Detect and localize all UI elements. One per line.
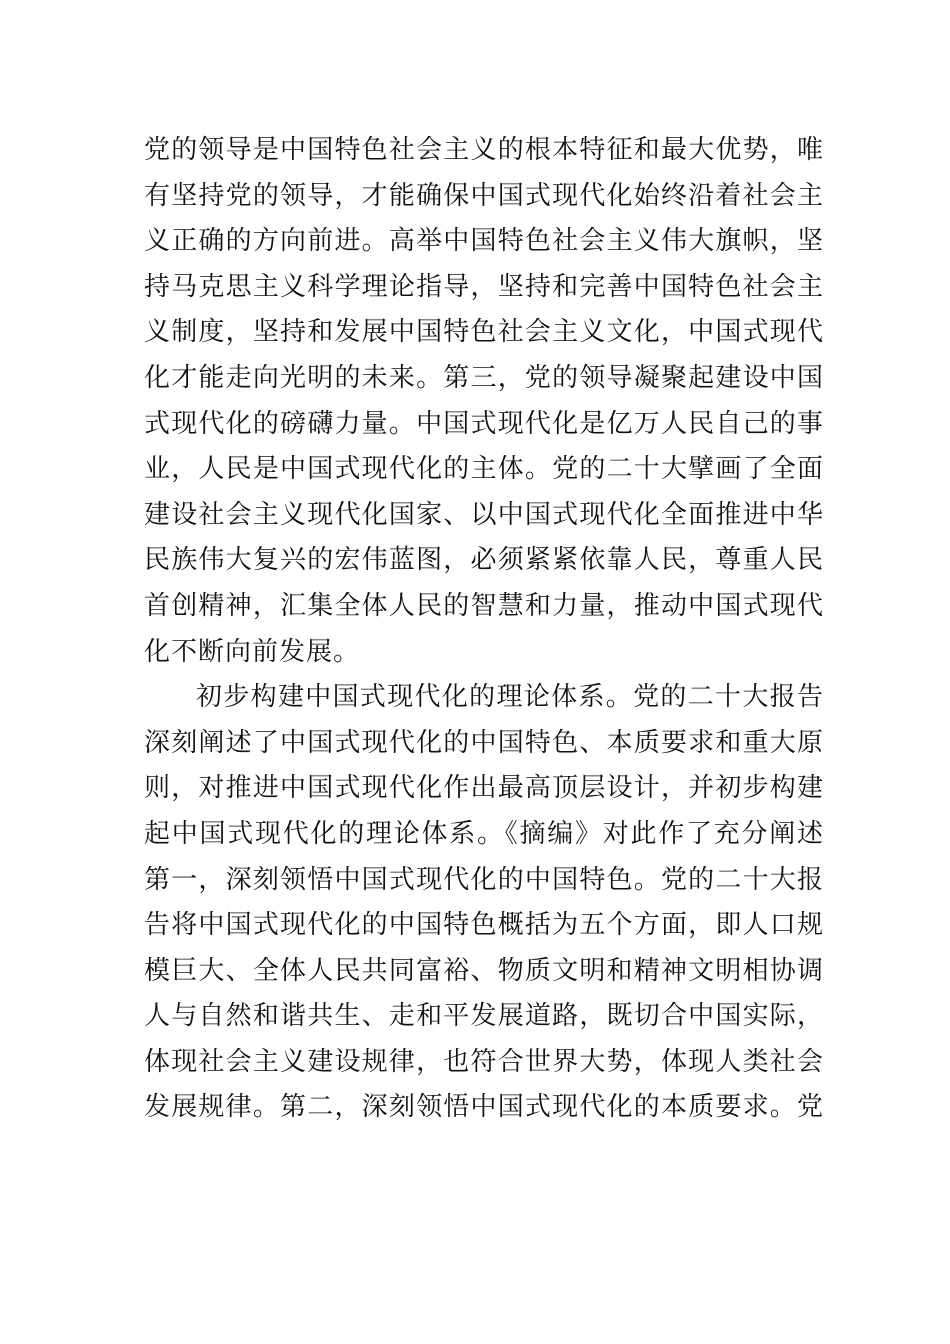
text-line: 义正确的方向前进。高举中国特色社会主义伟大旗帜，坚 [144,226,824,257]
text-line: 建设社会主义现代化国家、以中国式现代化全面推进中华 [144,499,824,530]
paragraph-end-line: 化不断向前发展。 [144,636,361,667]
text-line: 有坚持党的领导，才能确保中国式现代化始终沿着社会主 [144,180,824,211]
body-text [144,128,824,1131]
text-line: 发展规律。第二，深刻领悟中国式现代化的本质要求。党 [144,1092,824,1123]
text-line: 持马克思主义科学理论指导，坚持和完善中国特色社会主 [144,271,824,302]
paragraph-start-line: 初步构建中国式现代化的理论体系。党的二十大报告 [196,682,824,713]
text-line: 化才能走向光明的未来。第三，党的领导凝聚起建设中国 [144,362,824,393]
text-line: 告将中国式现代化的中国特色概括为五个方面，即人口规 [144,910,824,941]
text-line: 起中国式现代化的理论体系。《摘编》对此作了充分阐述 [144,818,824,849]
text-line: 第一，深刻领悟中国式现代化的中国特色。党的二十大报 [144,864,824,895]
text-line: 民族伟大复兴的宏伟蓝图，必须紧紧依靠人民，尊重人民 [144,545,824,576]
text-line: 模巨大、全体人民共同富裕、物质文明和精神文明相协调 [144,955,824,986]
text-line: 则，对推进中国式现代化作出最高顶层设计，并初步构建 [144,773,824,804]
text-line: 首创精神，汇集全体人民的智慧和力量，推动中国式现代 [144,590,824,621]
text-line: 式现代化的磅礴力量。中国式现代化是亿万人民自己的事 [144,408,824,439]
text-line: 体现社会主义建设规律，也符合世界大势，体现人类社会 [144,1046,824,1077]
text-line: 义制度，坚持和发展中国特色社会主义文化，中国式现代 [144,317,824,348]
text-line: 人与自然和谐共生、走和平发展道路，既切合中国实际， [144,1001,824,1032]
text-line: 深刻阐述了中国式现代化的中国特色、本质要求和重大原 [144,727,824,758]
text-line: 业，人民是中国式现代化的主体。党的二十大擘画了全面 [144,454,824,485]
text-line: 党的领导是中国特色社会主义的根本特征和最大优势，唯 [144,135,824,165]
